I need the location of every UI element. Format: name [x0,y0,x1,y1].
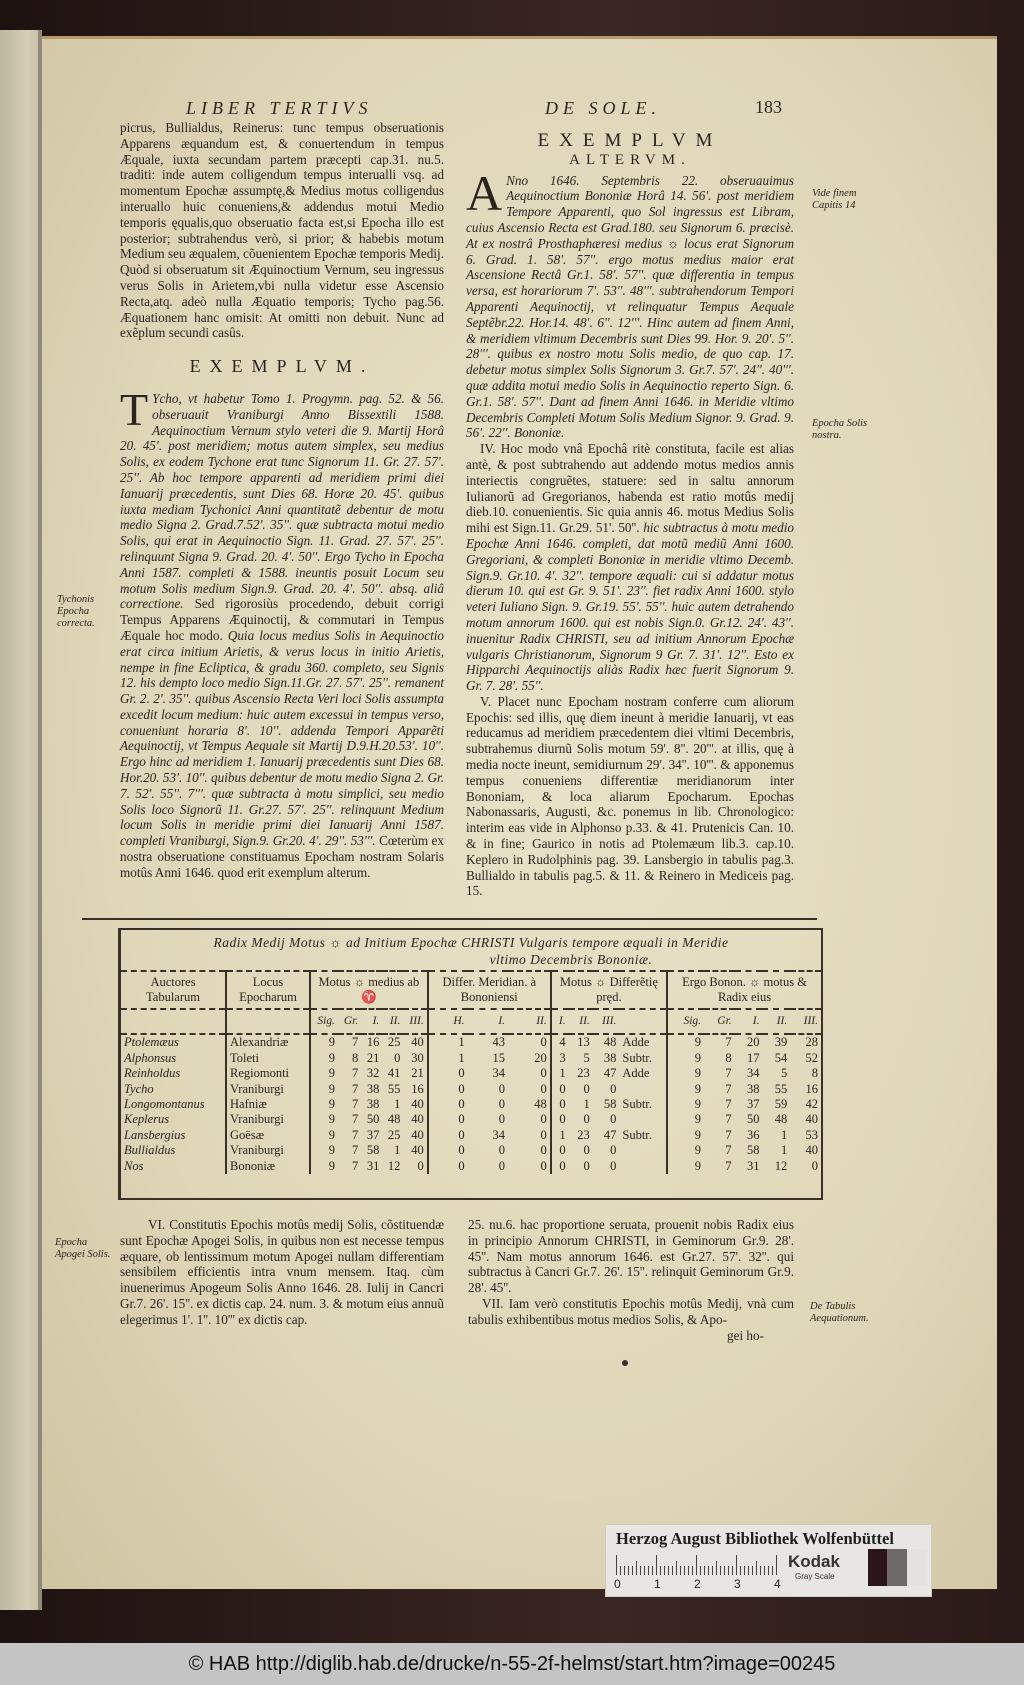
ruler-tick [668,1566,669,1575]
ruler-label: 1 [654,1577,661,1591]
table-cell: Reinholdus [124,1066,181,1081]
table-cell: 9 [310,1143,338,1158]
ink-speck [622,1360,628,1366]
table-cell: 0 [394,1050,401,1065]
table-cell: 12 [774,1158,788,1173]
table-cell: 0 [583,1158,590,1173]
table-cell: 17 [746,1050,760,1065]
table-cell: 7 [725,1097,732,1112]
table-cell: 40 [805,1112,818,1127]
table-cell [619,1143,667,1158]
library-name: Herzog August Bibliothek Wolfenbüttel [616,1529,894,1548]
alterum-subheading: ALTERVM. [569,151,691,168]
table-cell: 0 [610,1143,617,1158]
table-cell: 31 [746,1158,760,1173]
table-cell: 37 [366,1127,380,1142]
ruler-tick [664,1566,665,1575]
table-cell: 15 [492,1050,506,1065]
table-cell: 38 [603,1050,617,1065]
table-cell: 0 [610,1081,617,1096]
tycho-example-text-2: Quia locus medius Solis in Aequinoctio erat circa initium Arietis, & verus locus in initio Arietis, nempe in fine Ecliptica, & gradu 360. completo, seu Signis 12. his dempto loco medio Sign.11.Gr. 27. 57'. 25''. remanent Gr. 2. 2'. 35''. quibus Ascensio Recta Veri loci Solis assumpta excedit locum medium: huic autem excessui in tempus verso, conueniunt horaria 8'. 10''. addenda Tempori Apparẽti Aequinoctij, vt Tempus Aequale sit Martij D.9.H.20.53'. 10''. Ergo hinc ad meridiem 1. Ianuarij præcedentis sunt Dies 68. Hor.20. 53'. 10''. quibus debentur de motu medio Signa 2. Gr. 7. 52'. 55''. 7'''. quæ subtracta à motu simplici, seu medio Solis loco Signorũ 11. Gr.27. 57'. 25''. relinquunt Medium locum Solis in meridie primi diei Ianuarij Anni 1587. completi Vraniburgi, Sign.9. Gr.20. 4'. 29''. 53'''. [120,627,444,849]
table-row [121,1128,821,1143]
table-cell: Vraniburgi [226,1082,310,1097]
table-cell: 0 [610,1158,617,1173]
table-cell: 20 [746,1035,760,1050]
ruler-tick [760,1566,761,1575]
ruler-tick [632,1566,633,1575]
gray-scale-label: Gray Scale [795,1572,835,1581]
table-cell: 38 [366,1081,380,1096]
table-cell: 21 [366,1050,380,1065]
table-cell: 7 [351,1035,359,1050]
table-cell: 1 [781,1143,788,1158]
table-cell: 0 [540,1081,547,1096]
table-cell: 0 [540,1112,547,1127]
marginal-note-tychonis: Tychonis Epocha correcta. [57,594,95,629]
table-cell: 0 [551,1082,569,1097]
table-cell: 48 [387,1112,401,1127]
table-cell: 8 [725,1050,732,1065]
table-cell: 7 [351,1066,359,1081]
left-column [120,120,444,881]
copyright-footer: © HAB http://diglib.hab.de/drucke/n-55-2f-helmst/start.htm?image=00245 [0,1643,1024,1685]
ruler-tick [672,1566,673,1575]
table-cell: 30 [411,1050,424,1065]
table-cell: 31 [366,1158,380,1173]
ruler-tick [628,1566,629,1575]
ruler-tick [644,1566,645,1575]
ruler-tick [752,1566,753,1575]
table-cell: 0 [540,1066,547,1081]
table-cell: 9 [310,1034,338,1050]
table-cell: 16 [805,1081,818,1096]
table-cell: Adde [622,1035,650,1050]
table-cell: 16 [366,1035,380,1050]
kodak-logo: Kodak [788,1552,840,1571]
table-cell: 1 [781,1127,788,1142]
table-cell: 9 [667,1034,704,1050]
running-head-left: LIBER TERTIVS [186,98,373,118]
table-cell: 34 [492,1127,506,1142]
table-cell: 43 [492,1035,506,1050]
table-row [121,1097,821,1112]
ruler-tick [656,1555,657,1575]
ruler-tick [776,1555,777,1575]
table-cell: 1 [551,1128,569,1143]
marginal-note-de-tabulis: De Tabulis Aequationum. [810,1301,869,1324]
table-cell: 0 [498,1158,506,1173]
unit-gr: Gr. [704,1009,735,1034]
table-cell: 39 [774,1035,788,1050]
table-cell: 25 [387,1035,401,1050]
unit-min: I. [735,1009,763,1034]
table-cell: 9 [310,1082,338,1097]
table-cell: 5 [583,1050,590,1065]
table-cell: 8 [811,1066,818,1081]
table-cell: 53 [805,1127,818,1142]
table-cell: Keplerus [124,1112,170,1127]
table-cell: 55 [387,1081,401,1096]
table-cell: Regiomonti [226,1066,310,1081]
table-cell: Nos [124,1158,144,1173]
ruler-tick [624,1566,625,1575]
table-cell: 0 [417,1158,424,1173]
table-cell: 0 [428,1066,468,1081]
unit-min: I. [551,1009,569,1034]
table-cell: 7 [725,1081,732,1096]
unit-sig: Sig. [667,1009,704,1034]
table-row [121,1143,821,1158]
scale-ruler [616,1553,784,1575]
table-cell: 9 [310,1112,338,1127]
table-cell: 7 [351,1158,359,1173]
table-cell: 0 [540,1158,547,1173]
ruler-tick [648,1566,649,1575]
alterum-example-text: Nno 1646. Septembris 22. obseruauimus Aequinoctium Bononiæ Horâ 14. 56'. post meridiem Tempore Apparenti, quo Sol ingressus est Libram, cuius Ascensio Recta est Grad.180. seu Signorum 6. præcisè. At ex nostrâ Prosthaphæresi medius ☼ locus erat Signorum 6. Grad. 1. 58'. 57''. ergo motus medius maior erat Ascensione Rectâ Gr.1. 58'. 57''. quæ differentia in tempus versa, est horariorum 7'. 53''. 48'''. subtrahendorum Tempori Apparenti Aequinoctij, vt relinquatur Tempus Aequale Septẽbr.22. Hor.14. 48'. 6''. 12'''. Hinc autem ad finem Anni, & meridiem vltimum Decembris sunt Dies 99. Hor. 9. 20'. 5''. 28'''. quibus ex nostro motu Solis medio, de quo cap. 17. debetur motus simplex Solis Signorum 3. Gr.7. 57'. 24''. 40'''. quæ addita motui medio Solis in Aequinoctio reperto Sign. 6. Gr.1. 58'. 57''. Dant ad finem Anni 1646. in Meridie vltimo Decembris Completi Motum Solis Medium Signor. 9. Grad. 9. 56'. 22''. Bononiæ. [466,172,794,441]
table-cell: 0 [583,1081,590,1096]
unit-min: I. [361,1009,382,1034]
table-cell: 7 [725,1066,732,1081]
radix-data-table [121,970,821,1174]
table-cell: 7 [351,1097,359,1112]
radix-table [118,928,823,1200]
table-cell: 0 [428,1082,468,1097]
table-cell: 34 [746,1066,760,1081]
table-cell: Tycho [124,1081,154,1096]
table-cell: 0 [583,1112,590,1127]
paragraph-iv: IV. Hoc modo vnâ Epochâ ritè constituta, facile est alias antè, & post subtrahendo aut addendo motus medios annis interiectis congruẽtes, statuere: sed in saltu annorum Iulianorũ ad Gregorianos, habenda est ratio motûs medij dieb.10. conuenientis. Sic quia annis 46. motus Medius Solis mihi est Sign.11. Gr.29. 51'. 50''. [466,441,794,536]
ruler-tick [620,1566,621,1575]
ruler-tick [708,1566,709,1575]
table-cell: 7 [351,1112,359,1127]
ruler-tick [764,1566,765,1575]
table-cell: Alphonsus [124,1050,177,1065]
table-cell: 7 [725,1158,732,1173]
table-cell: 37 [746,1097,760,1112]
dropcap-t: T [120,383,149,435]
ruler-tick [696,1555,697,1575]
left-continued-paragraph: picrus, Bullialdus, Reinerus: tunc tempus obseruationis Apparens æquandum est, & conuertendum in tempus Æquale, iuxta secundam partem præcepti cap.31. nu.5. traditi: inde autem colligendum tempus interualli vsq. ad momentum Epochæ assumptę,& Medius motus colligendus interuallo huic conueniens,& addendus motui Medio temporis ęqualis,quo obseruatio facta est,si Epocha illo est posterior; subtrahendus verò, si prior; & habebis motum Medium seu æqualem, cõuenientem Epochæ temporis Medij. Quòd si obseruatum sit Æquinoctium Vernum, seu ingressus verus Solis in Arietem,vbi nulla videtur esse Ascensio Recta,atq. adeò nulla Æquatio temporis; Tycho pag.56. Æquationem hanc omisit: At omitti non debuit. Nunc ad exẽplum secundi casûs. [120,120,444,341]
table-cell: 0 [498,1081,506,1096]
catchword: gei ho- [727,1327,764,1343]
unit-sec: II. [382,1009,403,1034]
marginal-note-epocha-apogei: Epocha Apogei Solis. [55,1237,111,1260]
ruler-tick [768,1566,769,1575]
right-column [466,130,795,899]
table-cell: 9 [667,1066,704,1081]
table-cell: 9 [667,1082,704,1097]
unit-third: III. [593,1009,620,1034]
table-cell: 0 [811,1158,818,1173]
table-row [121,1051,821,1066]
col-header-ergo-bonon: Ergo Bonon. ☼ motus & Radix eius [667,971,821,1009]
table-cell: 7 [351,1081,359,1096]
table-cell: 32 [366,1066,380,1081]
facing-page-edge [0,30,40,1610]
table-cell: 1 [394,1097,401,1112]
table-cell: 41 [387,1066,401,1081]
table-cell: 48 [603,1035,617,1050]
table-cell: 9 [667,1051,704,1066]
ruler-tick [640,1566,641,1575]
unit-sig: Sig. [310,1009,338,1034]
table-cell: 58 [366,1143,380,1158]
table-cell: 0 [551,1097,569,1112]
table-cell: 9 [310,1128,338,1143]
ruler-tick [732,1566,733,1575]
table-cell: 0 [540,1143,547,1158]
table-cell: 3 [551,1051,569,1066]
table-cell: 13 [577,1035,590,1050]
ruler-tick [652,1566,653,1575]
table-cell: 55 [774,1081,788,1096]
table-cell: 1 [428,1051,468,1066]
table-cell: 40 [411,1143,424,1158]
paragraph-vii: VII. Iam verò constitutis Epochis motûs Medij, vnà cum tabulis exhibentibus motus medios Solis, & Apo- [468,1295,794,1327]
ruler-label: 2 [694,1577,701,1591]
table-cell [619,1112,667,1127]
color-calibration-target [605,1524,932,1597]
table-row [121,1066,821,1081]
table-cell: 38 [366,1097,380,1112]
table-cell: 23 [577,1066,590,1081]
units-row [121,1009,821,1034]
ruler-label: 4 [774,1577,781,1591]
col-header-differ-meridian: Differ. Meridian. à Bononiensi [428,971,551,1009]
table-cell: Goësæ [226,1128,310,1143]
table-cell: Vraniburgi [226,1143,310,1158]
swatch-white [907,1549,927,1586]
swatch-gray [887,1549,907,1586]
ruler-tick [724,1566,725,1575]
unit-min: I. [468,1009,508,1034]
table-cell: 47 [603,1127,617,1142]
table-cell: 38 [746,1081,760,1096]
table-cell: 40 [411,1112,424,1127]
ruler-tick [676,1561,677,1575]
table-cell: 40 [411,1097,424,1112]
paragraph-vi: VI. Constitutis Epochis motûs medij Solis, cõstituendæ sunt Epochæ Apogei Solis, in quibus non est necesse tempus æquare, ob lentissimum motum Apogei nullam differentiam sensibilem efficientis intra vnum mensem. Itaq. cùm inuenerimus Apogeum Solis Anno 1646. 28. Iulij in Cancri Gr.7. 26'. 15''. ex dictis cap. 24. num. 3. & motum eius annuũ elegerimus 1'. 1''. 10''' ex dictis cap. [120,1217,444,1327]
table-cell: 9 [310,1159,338,1174]
table-cell: 40 [411,1127,424,1142]
table-cell: 58 [603,1097,617,1112]
table-cell: Subtr. [622,1097,652,1112]
unit-gr: Gr. [338,1009,361,1034]
unit-sec: II. [569,1009,593,1034]
table-cell: 50 [366,1112,380,1127]
table-cell: 40 [805,1143,818,1158]
ruler-tick [712,1566,713,1575]
ruler-tick [688,1566,689,1575]
table-row [121,1112,821,1127]
table-cell: 25 [387,1127,401,1142]
table-cell: 9 [667,1143,704,1158]
table-cell: 1 [583,1097,590,1112]
table-cell: 9 [310,1097,338,1112]
ruler-tick [756,1561,757,1575]
marginal-note-epocha-solis: Epocha Solis nostra. [812,418,868,441]
table-title [121,930,821,970]
ruler-tick [736,1555,737,1575]
ruler-label: 0 [614,1577,621,1591]
table-cell [619,1159,667,1174]
table-cell: 16 [411,1081,424,1096]
table-cell: 36 [746,1127,760,1142]
table-cell: 4 [551,1034,569,1050]
running-head-right: DE SOLE. [545,98,661,118]
table-cell: 7 [351,1127,359,1142]
paragraph-iv-italic: hic subtractus à motu medio Epochæ Anni 1646. completi, dat motũ mediũ Anni 1600. Gregoriani, & completi Bononiæ in meridie vltimo Decemb. Sign.9. Gr.10. 4'. 32''. tempore æquali: cui si addatur motus dierum 10. qui est Gr. 9. 51'. 23''. fiet radix Anni 1600. stylo veteri Iuliano Sign. 9. Gr.19. 55'. 55''. huic autem detrahendo motum annorum 1600. qui est nobis Sign.0. Gr.12. 24'. 43''. inuenitur Radix CHRISTI, seu ad initium Annorum Epochæ vulgaris Christianorum, Signorum 9 Gr. 7. 31'. 12''. Esto ex Hipparchi Aequinoctijs aliàs Radix hæc fuerit Signorum 9. Gr. 7. 28'. 55''. [466,520,795,694]
table-cell: 9 [667,1159,704,1174]
table-cell: 0 [551,1143,569,1158]
table-cell: 7 [725,1112,732,1127]
table-cell: 0 [498,1143,506,1158]
table-cell: 28 [805,1035,818,1050]
table-cell: Ptolemæus [124,1035,179,1050]
tycho-example-roman: Sed rigorosiùs procedendo, debuit corrigi Tempus Apparens Æquinoctij, & commutari in Tempus Æquale hoc modo. [120,596,444,643]
dropcap-a: A [466,164,503,221]
ruler-tick [716,1561,717,1575]
table-cell: 0 [610,1112,617,1127]
table-cell: 42 [805,1097,818,1112]
bottom-right-column [468,1217,794,1343]
table-cell: 7 [725,1127,732,1142]
unit-hour: H. [428,1009,468,1034]
table-cell: Alexandriæ [226,1034,310,1050]
table-cell: 0 [428,1097,468,1112]
table-cell: 9 [667,1097,704,1112]
table-cell: 54 [774,1050,788,1065]
table-cell: Hafniæ [226,1097,310,1112]
tycho-example-text: Ycho, vt habetur Tomo 1. Progymn. pag. 52. & 56. obseruauit Vraniburgi Anno Bissextili 1588. Aequinoctium Vernum stylo veteri die 9. Martij Horâ 20. 45'. post meridiem; motus autem simplex, seu medius Solis, ex eodem Tychone erat tunc Signorum 11. Gr. 27. 57'. 25''. Ab hoc tempore apparenti ad meridiem primi diei Ianuarij præcedentis, sunt Dies 68. Horæ 20. 45'. quibus iuxta mediam Tychonici Anni quantitatẽ debentur de motu medio Signa 2. Grad.7.52'. 35''. quæ subtracta motui medio Solis, qui erat in Aequinoctio Sign. 11. Grad. 27. 57'. 25''. relinquunt Signa 9. Grad. 20. 4'. 50''. Ergo Tycho in Epocha Anni 1587. completi & 1588. ineuntis posuit Locum seu motum Solis medium Sign.9. Grad. 20. 4'. 50''. absq. aliâ correctione. [120,390,444,612]
table-cell: 50 [746,1112,760,1127]
ruler-label: 3 [734,1577,741,1591]
marginal-note-vide-finem: Vide finem Capitis 14 [812,188,857,211]
table-cell: Vraniburgi [226,1112,310,1127]
table-cell: 59 [774,1097,788,1112]
table-cell: 9 [310,1051,338,1066]
ruler-tick [684,1566,685,1575]
table-cell: 40 [411,1035,424,1050]
table-cell: 9 [667,1112,704,1127]
table-cell: 0 [551,1112,569,1127]
table-cell: 0 [540,1035,547,1050]
table-cell: 7 [725,1035,732,1050]
table-cell: 47 [603,1066,617,1081]
exemplum-alterum-heading: EXEMPLVM [537,130,723,151]
table-top-rule [82,918,817,920]
ruler-tick [744,1566,745,1575]
col-header-motus-diff: Motus ☼ Differẽtię pręd. [551,971,667,1009]
table-cell: 8 [351,1050,359,1065]
table-cell: 0 [498,1097,506,1112]
exemplum-heading: EXEMPLVM. [189,356,375,377]
table-cell: 0 [498,1112,506,1127]
ruler-tick [740,1566,741,1575]
ruler-tick [720,1566,721,1575]
table-cell: 9 [667,1128,704,1143]
table-cell: 0 [551,1159,569,1174]
table-cell: 1 [428,1034,468,1050]
table-row [121,1159,821,1174]
tycho-example-end: Cœterùm ex nostra obseruatione constituamus Epocham nostram Solaris motûs Anni 1646. quod erit exemplum alterum. [120,833,444,880]
col-header-place: Locus Epocharum [226,971,310,1009]
paragraph-vi-continued: 25. nu.6. hac proportione seruata, prouenit nobis Radix eius in principio Annorum CHRISTI, in Geminorum Gr.9. 28'. 45''. Nam motus annorum 1646. est Gr.27. 57'. 32''. qui subtractus à Cancri Gr.7. 26'. 15''. relinquit Geminorum Gr.9. 28'. 45''. [468,1217,794,1296]
unit-third: III. [403,1009,427,1034]
table-cell: Longomontanus [124,1097,205,1112]
unit-sec: II. [762,1009,790,1034]
bottom-left-column [120,1217,444,1328]
unit-sec: II. [508,1009,551,1034]
table-cell: 7 [351,1143,359,1158]
table-cell: 0 [428,1143,468,1158]
table-cell: 1 [551,1066,569,1081]
table-cell: 48 [534,1097,547,1112]
unit-third: III. [790,1009,821,1034]
table-cell: 5 [781,1066,788,1081]
ruler-tick [692,1566,693,1575]
table-row [121,1034,821,1050]
ruler-tick [704,1566,705,1575]
table-cell: 0 [540,1127,547,1142]
swatch-black [868,1549,887,1586]
table-cell: Bullialdus [124,1143,176,1158]
ruler-tick [772,1566,773,1575]
table-cell: Subtr. [622,1127,652,1142]
table-cell: 23 [577,1127,590,1142]
table-cell: 9 [310,1066,338,1081]
table-cell [619,1082,667,1097]
table-cell: Lansbergius [124,1127,186,1142]
table-cell: 0 [428,1159,468,1174]
table-bottom-rule [121,1198,821,1200]
ruler-tick [660,1566,661,1575]
table-cell: Bononiæ [226,1159,310,1174]
table-cell: 0 [428,1128,468,1143]
table-cell: 58 [746,1143,760,1158]
table-cell: 1 [394,1143,401,1158]
ruler-tick [680,1566,681,1575]
table-cell: Adde [622,1066,650,1081]
ruler-tick [748,1566,749,1575]
table-cell: 52 [805,1050,818,1065]
ruler-tick [700,1566,701,1575]
table-cell: 48 [774,1112,788,1127]
table-cell: Subtr. [622,1050,652,1065]
ruler-tick [728,1566,729,1575]
table-cell: 21 [411,1066,424,1081]
table-cell: 7 [725,1143,732,1158]
table-cell: 12 [387,1158,401,1173]
paragraph-v: V. Placet nunc Epocham nostram conferre cum aliorum Epochis: sed illis, quę diem ineunt à meridie Ianuarij, vt eas reducamus ad meridiem præcedentem diei vltimi Decembris, subtrahemus diurnũ Solis motum 59'. 8''. 20'''. at illis, quę à media nocte ineunt, semidiurnum 29'. 34''. 10'''. & apponemus tempus conueniens differentiæ meridianorum inter Bononiam, & loca aliarum Epocharum. Epochas Nabonassaris, Augusti, &c. ponemus in lib. Chronologico: interim eas vide in Alphonso p.33. & 41. Prutenicis Can. 10. & in fine; Gaurico in notis ad Ptolemæum lib.3. cap.10. Keplero in Rudolphinis pag. 39. Lansbergio in tabulis pag.3. Bullialdo in tabulis pag.5. & 11. & Reinero in Mediceis pag. 15. [466,693,794,899]
table-cell: 34 [492,1066,506,1081]
table-cell: Toleti [226,1051,310,1066]
ruler-tick [636,1561,637,1575]
col-header-motus-medius: Motus ☼ medius ab ♈ [310,971,428,1009]
table-cell: 20 [534,1050,547,1065]
table-cell: 0 [428,1112,468,1127]
table-title-line-2: vltimo Decembris Bononiæ. [489,952,653,967]
table-row [121,1082,821,1097]
table-title-line-1: Radix Medij Motus ☼ ad Initium Epochæ CHRISTI Vulgaris tempore æquali in Meridie [213,935,729,950]
col-header-authors: Auctores Tabularum [121,971,226,1009]
ruler-tick [616,1555,617,1575]
table-cell: 0 [583,1143,590,1158]
page-number: 183 [755,97,782,117]
